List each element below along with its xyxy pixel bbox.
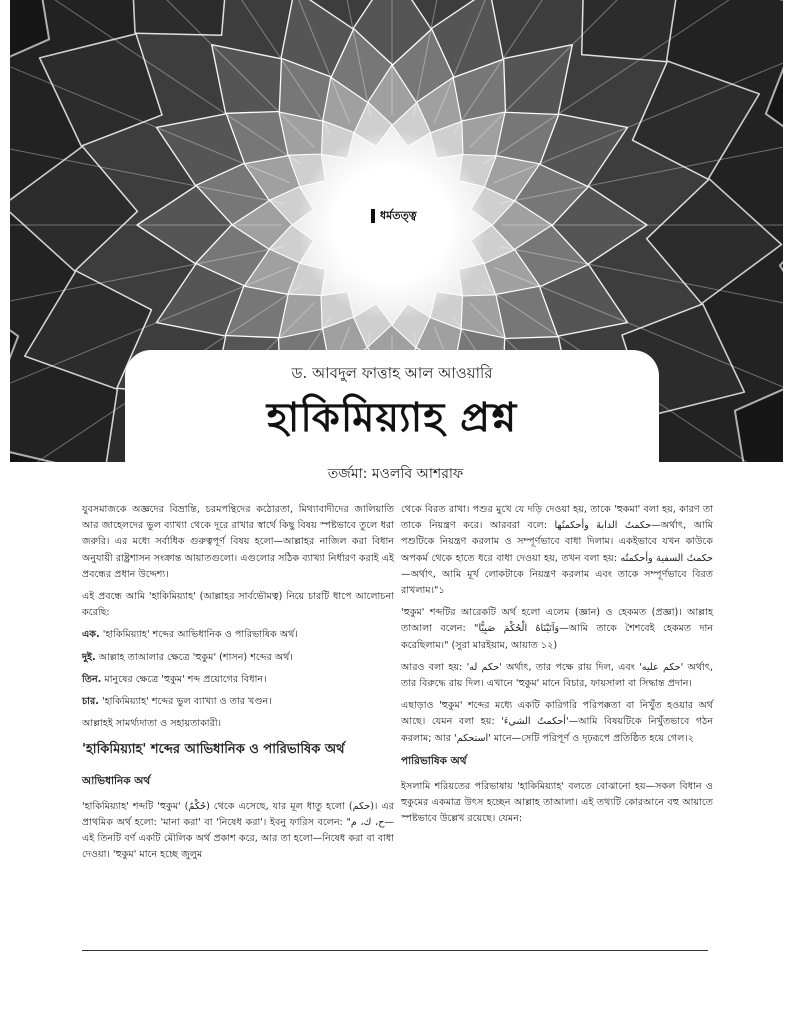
translator-credit: তর্জমা: মওলবি আশরাফ xyxy=(327,466,464,482)
step-text: 'হাকিমিয়্যাহ' শব্দের ভুল ব্যাখ্যা ও তার খণ্ডন। xyxy=(98,696,272,708)
step-item xyxy=(82,627,394,643)
section-tag-bar xyxy=(371,209,375,223)
step-number: চার. xyxy=(82,696,99,708)
step-number: দুই. xyxy=(82,651,96,663)
body-paragraph: ইসলামি শরিয়তের পরিভাষায় 'হাকিমিয়্যাহ' বলতে বোঝানো হয়—সকল বিধান ও হুকুমের একমাত্র উৎস হচ্ছেন আল্লাহ তাআলা। এই তথ্যটি কোরআনে বহু আয়াতে স্পষ্টভাবে উল্লেখ রয়েছে। যেমন: xyxy=(401,781,713,825)
step-item xyxy=(82,650,394,666)
step-number: তিন. xyxy=(82,673,102,685)
left-column xyxy=(82,502,394,870)
plan-paragraph: এই প্রবন্ধে আমি 'হাকিমিয়্যাহ' (আল্লাহর সার্বভৌমত্ব) নিয়ে চারটি ধাপে আলোচনা করেছি: xyxy=(82,591,394,619)
sub-heading-terminological: পারিভাষিক অর্থ xyxy=(401,754,467,767)
body-paragraph: 'হুকুম' শব্দটির আরেকটি অর্থ হলো এলেম (জ্ঞান) ও হেকমত (প্রজ্ঞা)। আল্লাহ তাআলা বলেন: "وَآتَيْنَاهُ الْحُكْمَ صَبِيًّا—আমি তাকে শৈশবেই হেকমত দান করেছিলাম।" (সুরা মারইয়াম, আয়াত ১২) xyxy=(401,607,713,651)
body-paragraph: এছাড়াও 'হুকুম' শব্দের মধ্যে একটি কারিগরি পরিপক্কতা বা নিখুঁত হওয়ার অর্থ আছে। যেমন বলা হয়: 'أحكمتُ الشيءَ'—আমি বিষয়টিকে নিখুঁতভাবে গঠন করলাম; আর 'استحكم' মানে—সেটি পরিপূর্ণ ও দৃঢ়রূপে প্রতিষ্ঠিত হয়ে গেল।২ xyxy=(401,700,713,744)
body-paragraph: থেকে বিরত রাখা। পশুর মুখে যে দড়ি দেওয়া হয়, তাকে 'হুকমা' বলা হয়, কারণ তা তাকে নিয়ন্ত্রণ করে। আরবরা বলে: حكمتُ الدابةَ وأحكمتُها—অর্থাৎ, আমি পশুটিকে নিয়ন্ত্রণ করলাম ও সম্পূর্ণভাবে বাধা দিলাম। একইভাবে যখন কাউকে অপকর্ম থেকে হাতে ধরে বাধা দেওয়া হয়, তখন বলা হয়: حكمتُ السفيهَ وأحكمتُه—অর্থাৎ, আমি মূর্খ লোকটাকে নিয়ন্ত্রণ করলাম এবং তাকে সম্পূর্ণভাবে বিরত রাখলাম।"১ xyxy=(401,504,714,597)
section-heading: 'হাকিমিয়্যাহ' শব্দের আভিধানিক ও পারিভাষিক অর্থ xyxy=(82,742,345,758)
intro-paragraph: যুবসমাজকে অজ্ঞদের বিভ্রান্তি, চরমপন্থিদের কঠোরতা, মিথ্যাবাদীদের জালিয়াতি আর জাহেলদের ভুল ব্যাখ্যা থেকে দূরে রাখার স্বার্থে কিছু বিষয় স্পষ্টভাবে তুলে ধরা জরুরি। এর মধ্যে সর্বাধিক গুরুত্বপূর্ণ বিষয় হলো—আল্লাহর নাজিল করা বিধান অনুযায়ী রাষ্ট্রশাসন সংক্রান্ত আয়াতগুলো। এগুলোর সঠিক ব্যাখ্যা নির্ধারণ করাই এই প্রবন্ধের প্রধান উদ্দেশ্য। xyxy=(82,504,394,580)
step-text: মানুষের ক্ষেত্রে 'হুকুম' শব্দ প্রয়োগের বিধান। xyxy=(101,673,267,685)
closing-line: আল্লাহই সামর্থ্যদাতা ও সহায়তাকারী। xyxy=(82,718,222,730)
section-tag-label: ধর্মতত্ত্ব xyxy=(380,209,417,222)
step-text: আল্লাহ তাআলার ক্ষেত্রে 'হুকুম' (শাসন) শব্দের অর্থ। xyxy=(95,651,293,663)
author-name: ড. আবদুল ফাত্তাহ আল আওয়ারি xyxy=(291,364,493,382)
right-column xyxy=(401,502,713,834)
sub-heading-lexical: আভিধানিক অর্থ xyxy=(82,774,151,787)
step-item xyxy=(82,694,394,710)
lexical-paragraph: 'হাকিমিয়্যাহ' শব্দটি 'হুকুম' (حُكْمٌ) থেকে এসেছে, যার মূল ধাতু হলো (حكم)। এর প্রাথমিক অর্থ হলো: 'মানা করা' বা 'নিষেধ করা'। ইবনু ফারিস বলেন: "ح، ك، م—এই তিনটি বর্ণ একটি মৌলিক অর্থ প্রকাশ করে, আর তা হলো—নিষেধ করা বা বাধা দেওয়া। 'হুকুম' মানে হচ্ছে জুলুম xyxy=(82,800,394,861)
step-number: এক. xyxy=(82,629,100,641)
section-tag xyxy=(371,207,417,226)
footer-rule xyxy=(82,950,708,951)
step-item xyxy=(82,672,394,688)
step-text: 'হাকিমিয়্যাহ' শব্দের আভিধানিক ও পারিভাষিক অর্থ। xyxy=(99,629,298,641)
article-title: হাকিমিয়্যাহ প্রশ্ন xyxy=(266,395,518,441)
body-paragraph: আরও বলা হয়: 'حكم له' অর্থাৎ, তার পক্ষে রায় দিল, এবং 'حكم عليه' অর্থাৎ, তার বিরুদ্ধে রায় দিল। এখানে 'হুকুম' মানে বিচার, ফায়সালা বা সিদ্ধান্ত প্রদান। xyxy=(401,661,713,690)
